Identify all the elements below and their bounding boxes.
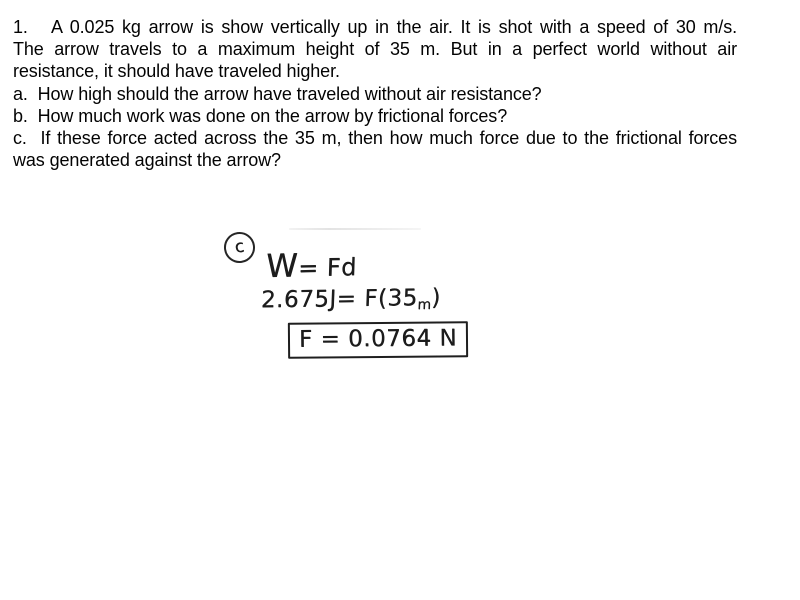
problem-statement [13, 16, 737, 171]
final-answer-text: F = 0.0764 N [298, 325, 458, 353]
eq2-unit-subscript: m [417, 296, 432, 314]
faint-divider-line [289, 228, 421, 230]
eq2-mid: = F(35 [336, 285, 419, 313]
handwritten-equation-w-fd [265, 248, 357, 283]
eq2-work-value: 2.675J [260, 286, 338, 314]
answer-box [288, 321, 468, 359]
problem-line-3: resistance, it should have traveled higher. [13, 61, 340, 82]
question-c-line-1: c. If these force acted across the 35 m, then how much force due to the frictional forces [13, 128, 737, 149]
question-a: a. How high should the arrow have traveled without air resistance? [13, 83, 542, 104]
part-c-circle [222, 230, 257, 265]
question-c-line-2: was generated against the arrow? [13, 150, 281, 171]
part-c-label: c [233, 236, 246, 258]
question-b: b. How much work was done on the arrow by frictional forces? [13, 105, 508, 126]
problem-line-1: 1. A 0.025 kg arrow is show vertically up in the air. It is shot with a speed of 30 m/s. [13, 17, 737, 37]
eq1-rest: = Fd [297, 253, 358, 283]
eq1-symbol-w: W [265, 246, 299, 285]
handwritten-equation-substitution [261, 285, 442, 314]
problem-line-2: The arrow travels to a maximum height of 35 m. But in a perfect world without air [13, 39, 737, 60]
eq2-close-paren: ) [430, 284, 442, 311]
